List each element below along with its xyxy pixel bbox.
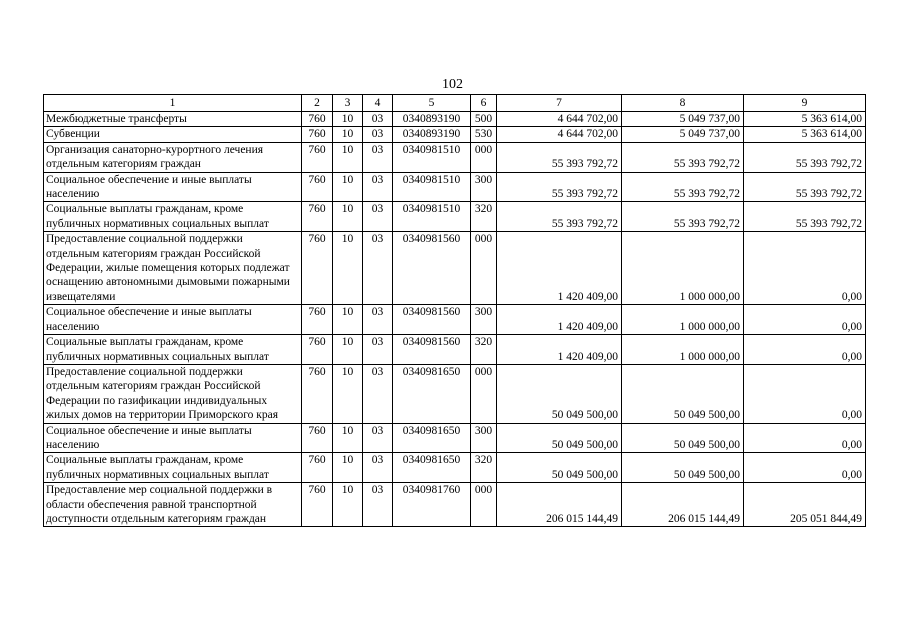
table-row xyxy=(44,453,866,483)
code-cell: 760 xyxy=(302,232,333,305)
table-row xyxy=(44,423,866,453)
code-cell: 300 xyxy=(471,172,497,202)
amount-cell: 50 049 500,00 xyxy=(622,364,744,423)
code-cell: 03 xyxy=(363,127,393,142)
table-row xyxy=(44,483,866,527)
code-cell: 10 xyxy=(333,232,363,305)
code-cell: 000 xyxy=(471,483,497,527)
code-cell: 10 xyxy=(333,202,363,232)
code-cell: 03 xyxy=(363,172,393,202)
code-cell: 000 xyxy=(471,232,497,305)
code-cell: 0340893190 xyxy=(393,127,471,142)
code-cell: 760 xyxy=(302,335,333,365)
column-header: 3 xyxy=(333,95,363,112)
code-cell: 320 xyxy=(471,335,497,365)
row-name-cell: Межбюджетные трансферты xyxy=(44,112,302,127)
code-cell: 500 xyxy=(471,112,497,127)
row-name-cell: Предоставление мер социальной поддержки в области обеспечения равной транспортной доступности отдельным категориям граждан xyxy=(44,483,302,527)
amount-cell: 4 644 702,00 xyxy=(497,127,622,142)
code-cell: 760 xyxy=(302,423,333,453)
table-header-row xyxy=(44,95,866,112)
code-cell: 320 xyxy=(471,453,497,483)
amount-cell: 55 393 792,72 xyxy=(497,172,622,202)
code-cell: 300 xyxy=(471,305,497,335)
code-cell: 760 xyxy=(302,483,333,527)
code-cell: 320 xyxy=(471,202,497,232)
amount-cell: 55 393 792,72 xyxy=(622,172,744,202)
code-cell: 10 xyxy=(333,364,363,423)
amount-cell: 55 393 792,72 xyxy=(622,142,744,172)
code-cell: 10 xyxy=(333,483,363,527)
table-row xyxy=(44,112,866,127)
code-cell: 03 xyxy=(363,453,393,483)
table-row xyxy=(44,127,866,142)
code-cell: 0340981650 xyxy=(393,364,471,423)
amount-cell: 0,00 xyxy=(744,232,866,305)
amount-cell: 1 000 000,00 xyxy=(622,335,744,365)
code-cell: 10 xyxy=(333,335,363,365)
code-cell: 760 xyxy=(302,305,333,335)
row-name-cell: Организация санаторно-курортного лечения отдельным категориям граждан xyxy=(44,142,302,172)
column-header: 9 xyxy=(744,95,866,112)
code-cell: 760 xyxy=(302,127,333,142)
code-cell: 03 xyxy=(363,232,393,305)
code-cell: 03 xyxy=(363,142,393,172)
amount-cell: 50 049 500,00 xyxy=(622,453,744,483)
column-header: 2 xyxy=(302,95,333,112)
code-cell: 760 xyxy=(302,142,333,172)
amount-cell: 0,00 xyxy=(744,364,866,423)
amount-cell: 55 393 792,72 xyxy=(622,202,744,232)
table-row xyxy=(44,202,866,232)
budget-table xyxy=(43,94,866,527)
code-cell: 760 xyxy=(302,453,333,483)
row-name-cell: Социальные выплаты гражданам, кроме публичных нормативных социальных выплат xyxy=(44,202,302,232)
amount-cell: 5 049 737,00 xyxy=(622,112,744,127)
code-cell: 000 xyxy=(471,142,497,172)
amount-cell: 206 015 144,49 xyxy=(497,483,622,527)
amount-cell: 0,00 xyxy=(744,305,866,335)
row-name-cell: Социальные выплаты гражданам, кроме публичных нормативных социальных выплат xyxy=(44,453,302,483)
table-row xyxy=(44,364,866,423)
column-header: 5 xyxy=(393,95,471,112)
amount-cell: 55 393 792,72 xyxy=(497,202,622,232)
amount-cell: 0,00 xyxy=(744,423,866,453)
code-cell: 0340981650 xyxy=(393,423,471,453)
amount-cell: 55 393 792,72 xyxy=(497,142,622,172)
code-cell: 0340981560 xyxy=(393,305,471,335)
amount-cell: 50 049 500,00 xyxy=(622,423,744,453)
code-cell: 760 xyxy=(302,364,333,423)
amount-cell: 205 051 844,49 xyxy=(744,483,866,527)
amount-cell: 50 049 500,00 xyxy=(497,453,622,483)
column-header: 8 xyxy=(622,95,744,112)
code-cell: 03 xyxy=(363,202,393,232)
code-cell: 760 xyxy=(302,112,333,127)
row-name-cell: Предоставление социальной поддержки отдельным категориям граждан Российской Федерации, жилые помещения которых подлежат оснащению автономными дымовыми пожарными извещателями xyxy=(44,232,302,305)
code-cell: 03 xyxy=(363,305,393,335)
amount-cell: 5 363 614,00 xyxy=(744,127,866,142)
table-row xyxy=(44,335,866,365)
row-name-cell: Социальные выплаты гражданам, кроме публичных нормативных социальных выплат xyxy=(44,335,302,365)
amount-cell: 4 644 702,00 xyxy=(497,112,622,127)
code-cell: 0340981510 xyxy=(393,172,471,202)
code-cell: 10 xyxy=(333,423,363,453)
code-cell: 10 xyxy=(333,127,363,142)
amount-cell: 50 049 500,00 xyxy=(497,364,622,423)
page-number: 102 xyxy=(442,77,463,92)
code-cell: 03 xyxy=(363,423,393,453)
amount-cell: 0,00 xyxy=(744,453,866,483)
code-cell: 0340981650 xyxy=(393,453,471,483)
code-cell: 10 xyxy=(333,305,363,335)
code-cell: 530 xyxy=(471,127,497,142)
amount-cell: 1 420 409,00 xyxy=(497,232,622,305)
amount-cell: 1 420 409,00 xyxy=(497,335,622,365)
code-cell: 03 xyxy=(363,364,393,423)
code-cell: 03 xyxy=(363,112,393,127)
table-row xyxy=(44,305,866,335)
code-cell: 760 xyxy=(302,172,333,202)
code-cell: 03 xyxy=(363,483,393,527)
code-cell: 300 xyxy=(471,423,497,453)
row-name-cell: Социальное обеспечение и иные выплаты населению xyxy=(44,423,302,453)
code-cell: 03 xyxy=(363,335,393,365)
row-name-cell: Субвенции xyxy=(44,127,302,142)
table-row xyxy=(44,142,866,172)
code-cell: 0340981510 xyxy=(393,142,471,172)
amount-cell: 5 049 737,00 xyxy=(622,127,744,142)
column-header: 1 xyxy=(44,95,302,112)
amount-cell: 55 393 792,72 xyxy=(744,202,866,232)
table-row xyxy=(44,172,866,202)
row-name-cell: Предоставление социальной поддержки отдельным категориям граждан Российской Федерации по газификации индивидуальных жилых домов на территории Приморского края xyxy=(44,364,302,423)
column-header: 4 xyxy=(363,95,393,112)
code-cell: 0340893190 xyxy=(393,112,471,127)
amount-cell: 1 420 409,00 xyxy=(497,305,622,335)
code-cell: 760 xyxy=(302,202,333,232)
row-name-cell: Социальное обеспечение и иные выплаты населению xyxy=(44,172,302,202)
amount-cell: 206 015 144,49 xyxy=(622,483,744,527)
row-name-cell: Социальное обеспечение и иные выплаты населению xyxy=(44,305,302,335)
amount-cell: 5 363 614,00 xyxy=(744,112,866,127)
amount-cell: 0,00 xyxy=(744,335,866,365)
amount-cell: 55 393 792,72 xyxy=(744,142,866,172)
code-cell: 10 xyxy=(333,172,363,202)
amount-cell: 1 000 000,00 xyxy=(622,305,744,335)
code-cell: 000 xyxy=(471,364,497,423)
code-cell: 10 xyxy=(333,112,363,127)
code-cell: 0340981760 xyxy=(393,483,471,527)
code-cell: 0340981560 xyxy=(393,232,471,305)
column-header: 6 xyxy=(471,95,497,112)
code-cell: 10 xyxy=(333,142,363,172)
amount-cell: 50 049 500,00 xyxy=(497,423,622,453)
code-cell: 0340981510 xyxy=(393,202,471,232)
amount-cell: 1 000 000,00 xyxy=(622,232,744,305)
code-cell: 0340981560 xyxy=(393,335,471,365)
table-row xyxy=(44,232,866,305)
amount-cell: 55 393 792,72 xyxy=(744,172,866,202)
code-cell: 10 xyxy=(333,453,363,483)
column-header: 7 xyxy=(497,95,622,112)
